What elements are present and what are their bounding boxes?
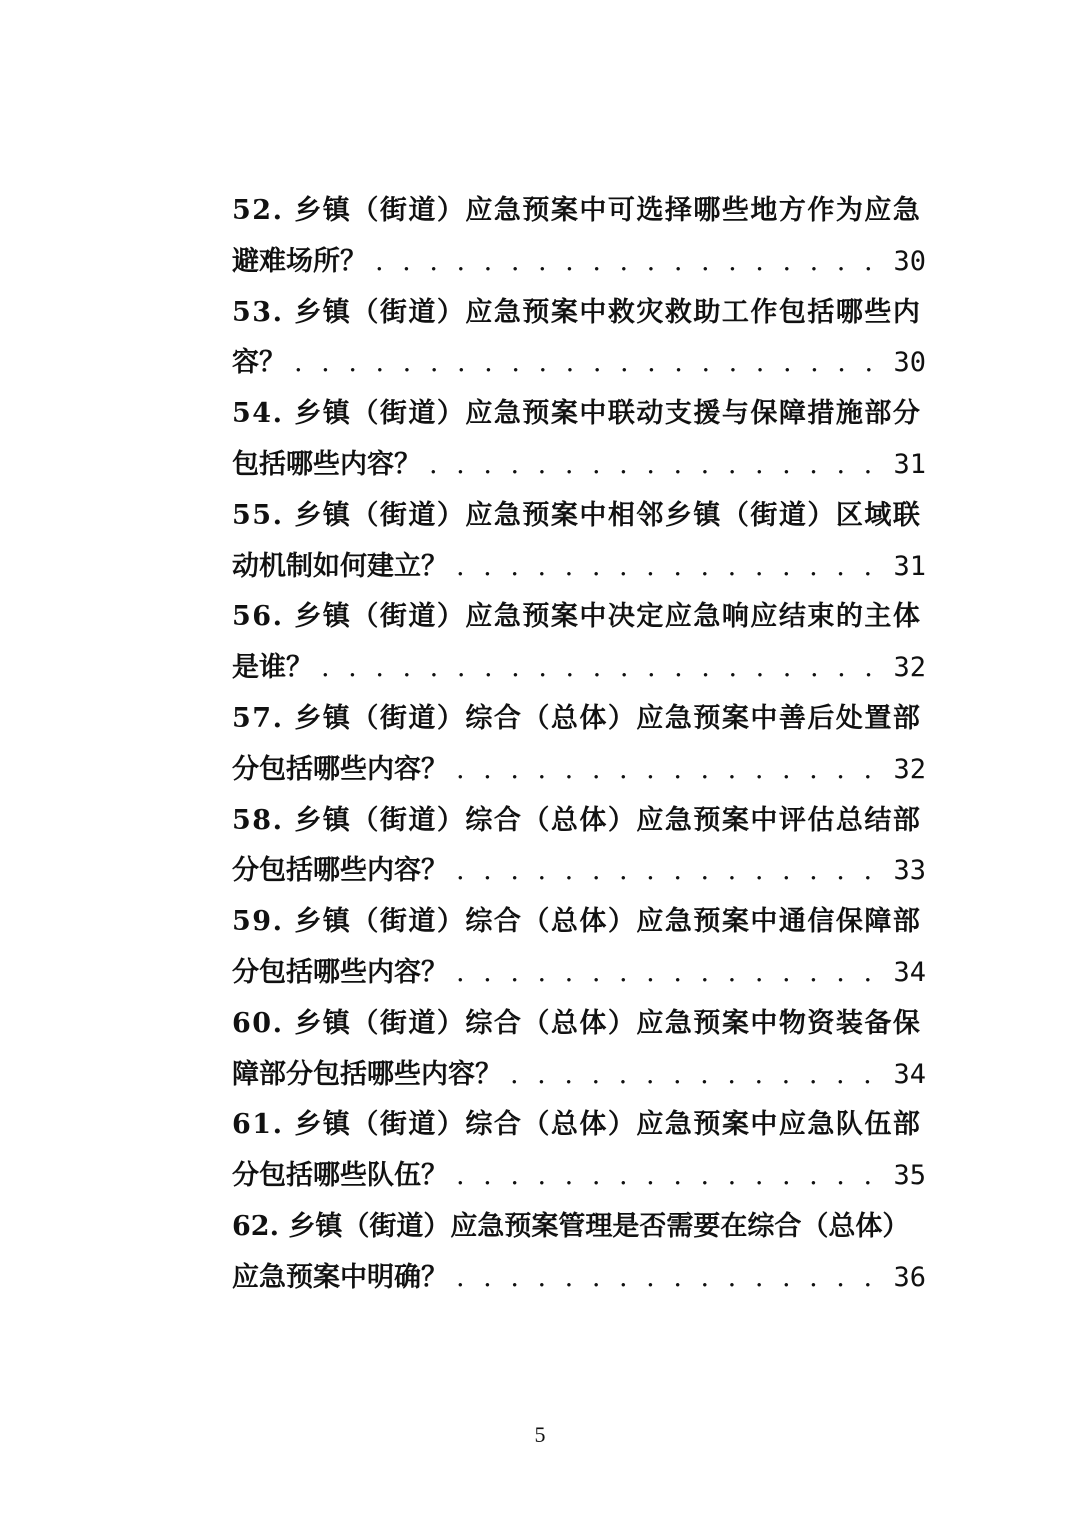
toc-entry-title-continued: 动机制如何建立？ — [232, 550, 448, 582]
dot-leader — [375, 237, 887, 288]
toc-entry-title-continued: 避难场所？ — [232, 245, 367, 277]
toc-entry-title: 60. 乡镇（街道）综合（总体）应急预案中物资装备保 — [232, 1007, 922, 1039]
toc-page-number: 33 — [893, 855, 926, 887]
toc-entry-title-continued: 分包括哪些内容？ — [232, 855, 448, 887]
toc-entry-title: 61. 乡镇（街道）综合（总体）应急预案中应急队伍部 — [232, 1109, 922, 1141]
toc-page-number: 36 — [893, 1261, 926, 1293]
dot-leader — [510, 1050, 887, 1101]
toc-page-number: 31 — [893, 550, 926, 582]
dot-leader — [456, 745, 887, 796]
toc-entry-title: 62. 乡镇（街道）应急预案管理是否需要在综合（总体） — [232, 1210, 910, 1242]
toc-entry-title-continued: 障部分包括哪些内容？ — [232, 1058, 502, 1090]
toc-entry-58[interactable] — [232, 796, 926, 898]
toc-entry-title: 58. 乡镇（街道）综合（总体）应急预案中评估总结部 — [232, 804, 922, 836]
dot-leader — [456, 846, 887, 897]
toc-page-number: 34 — [893, 956, 926, 988]
toc-entry-59[interactable] — [232, 897, 926, 999]
toc-entry-title-continued: 容？ — [232, 347, 286, 379]
toc-entry-52[interactable] — [232, 186, 926, 288]
toc-entry-60[interactable] — [232, 999, 926, 1101]
toc-entry-61[interactable] — [232, 1100, 926, 1202]
table-of-contents — [232, 186, 926, 1304]
dot-leader — [456, 1253, 887, 1304]
toc-entry-57[interactable] — [232, 694, 926, 796]
toc-page-number: 35 — [893, 1160, 926, 1192]
toc-entry-title: 53. 乡镇（街道）应急预案中救灾救助工作包括哪些内 — [232, 296, 922, 328]
toc-page-number: 34 — [893, 1058, 926, 1090]
toc-entry-title: 59. 乡镇（街道）综合（总体）应急预案中通信保障部 — [232, 906, 922, 938]
toc-page-number: 32 — [893, 652, 926, 684]
dot-leader — [456, 542, 887, 593]
toc-entry-title-continued: 分包括哪些内容？ — [232, 956, 448, 988]
toc-entry-title-continued: 是谁？ — [232, 652, 313, 684]
dot-leader — [456, 948, 887, 999]
dot-leader — [456, 1151, 887, 1202]
dot-leader — [429, 440, 887, 491]
toc-page-number: 30 — [893, 347, 926, 379]
toc-entry-title-continued: 应急预案中明确？ — [232, 1261, 448, 1293]
toc-entry-55[interactable] — [232, 491, 926, 593]
toc-entry-56[interactable] — [232, 592, 926, 694]
toc-entry-title-continued: 包括哪些内容？ — [232, 448, 421, 480]
toc-page-number: 30 — [893, 245, 926, 277]
toc-entry-title-continued: 分包括哪些内容？ — [232, 753, 448, 785]
dot-leader — [321, 643, 887, 694]
dot-leader — [294, 338, 887, 389]
toc-page-number: 31 — [893, 448, 926, 480]
toc-entry-title: 55. 乡镇（街道）应急预案中相邻乡镇（街道）区域联 — [232, 499, 922, 531]
toc-entry-54[interactable] — [232, 389, 926, 491]
page-number-footer: 5 — [534, 1422, 546, 1447]
toc-entry-title: 52. 乡镇（街道）应急预案中可选择哪些地方作为应急 — [232, 195, 922, 226]
toc-entry-title: 57. 乡镇（街道）综合（总体）应急预案中善后处置部 — [232, 702, 922, 734]
toc-entry-62[interactable] — [232, 1202, 926, 1304]
toc-page-number: 32 — [893, 753, 926, 785]
toc-entry-53[interactable] — [232, 288, 926, 390]
toc-entry-title: 54. 乡镇（街道）应急预案中联动支援与保障措施部分 — [232, 398, 922, 430]
toc-entry-title-continued: 分包括哪些队伍？ — [232, 1160, 448, 1192]
toc-entry-title: 56. 乡镇（街道）应急预案中决定应急响应结束的主体 — [232, 601, 922, 633]
